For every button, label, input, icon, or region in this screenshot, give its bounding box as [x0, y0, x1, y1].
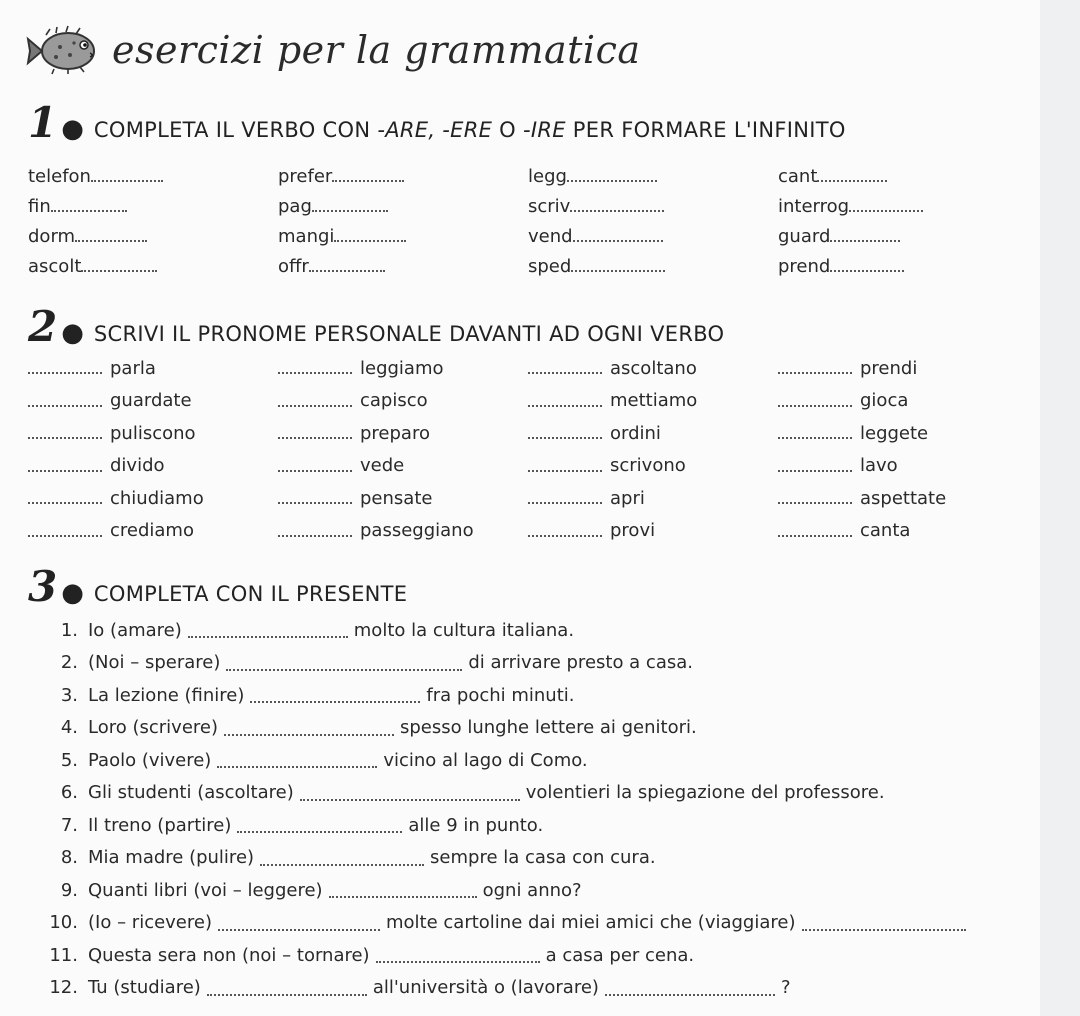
blank-line[interactable] [570, 194, 664, 212]
item-prompt: La lezione (finire) [88, 684, 245, 706]
verb-stem-item [528, 194, 778, 217]
verb-form: parla [110, 357, 156, 379]
item-number: 6. [60, 782, 78, 804]
verb-form: capisco [360, 390, 428, 412]
answer-blank[interactable] [237, 817, 402, 833]
item-number: 11. [49, 944, 78, 966]
blank-line[interactable] [817, 164, 887, 182]
verb-stem: fin [28, 195, 51, 217]
verb-stem: vend [528, 225, 573, 247]
verb-form: ordini [610, 422, 661, 444]
pronoun-item [528, 520, 778, 541]
blank-line[interactable] [91, 164, 163, 182]
item-number: 2. [60, 652, 78, 674]
blank-line[interactable] [778, 525, 852, 537]
item-number: 12. [49, 977, 78, 999]
item-continuation: vicino al lago di Como. [383, 749, 588, 771]
verb-form: mettiamo [610, 390, 698, 412]
verb-form: pensate [360, 487, 433, 509]
answer-blank[interactable] [224, 720, 394, 736]
blank-line[interactable] [28, 395, 102, 407]
blank-line[interactable] [778, 492, 852, 504]
section-bullet: ● [61, 578, 84, 608]
exercise-item [30, 744, 1030, 777]
exercise-item [30, 809, 1030, 842]
pronoun-item [778, 423, 1028, 444]
item-continuation: molte cartoline dai miei amici che (viaggiare) [386, 912, 796, 934]
blank-line[interactable] [528, 460, 602, 472]
section-bullet: ● [61, 114, 84, 144]
pronoun-item [528, 358, 778, 379]
verb-form: vede [360, 455, 405, 477]
item-continuation: spesso lunghe lettere ai genitori. [400, 717, 697, 739]
verb-stem-item [28, 224, 278, 247]
verb-stem-item [278, 254, 528, 277]
pronoun-row [28, 417, 1028, 450]
pronoun-item [528, 455, 778, 476]
verb-stem: mangi [278, 225, 335, 247]
exercise-item [30, 647, 1030, 680]
verb-form: preparo [360, 422, 430, 444]
blank-line[interactable] [528, 362, 602, 374]
verb-row [28, 160, 1028, 190]
section-3-heading [28, 562, 408, 611]
verb-form: guardate [110, 390, 192, 412]
pronoun-item [28, 488, 278, 509]
pronoun-item [278, 455, 528, 476]
exercise-item [30, 972, 1030, 1005]
pronoun-item [528, 390, 778, 411]
verb-form: canta [860, 520, 911, 542]
item-number: 7. [60, 814, 78, 836]
verb-form: ascoltano [610, 357, 697, 379]
item-number: 8. [60, 847, 78, 869]
pronoun-row [28, 450, 1028, 483]
verb-form: prendi [860, 357, 918, 379]
verb-stem: pag [278, 195, 312, 217]
verb-stem: legg [528, 165, 567, 187]
verb-form: crediamo [110, 520, 194, 542]
answer-blank[interactable] [376, 947, 540, 963]
item-prompt: Loro (scrivere) [88, 717, 218, 739]
item-number: 1. [60, 619, 78, 641]
section-number: 2 [28, 302, 58, 351]
pronoun-item [28, 423, 278, 444]
answer-blank[interactable] [250, 687, 420, 703]
pronoun-item [278, 390, 528, 411]
item-prompt: Gli studenti (ascoltare) [88, 782, 294, 804]
pronoun-row [28, 515, 1028, 548]
blank-line[interactable] [573, 224, 663, 242]
item-continuation: sempre la casa con cura. [430, 847, 656, 869]
exercise-item [30, 874, 1030, 907]
item-continuation: volentieri la spiegazione del professore. [525, 782, 885, 804]
verb-stem-item [778, 194, 1028, 217]
blank-line[interactable] [28, 362, 102, 374]
verb-stem: prend [778, 255, 831, 277]
exercise-item [30, 614, 1030, 647]
blank-line[interactable] [849, 194, 923, 212]
pronoun-row [28, 385, 1028, 418]
blank-line[interactable] [28, 427, 102, 439]
blank-line[interactable] [528, 427, 602, 439]
worksheet-header [24, 22, 641, 78]
section-number: 3 [28, 562, 58, 611]
item-prompt: (Noi – sperare) [88, 652, 221, 674]
exercise-item [30, 907, 1030, 940]
verb-stem-item [778, 224, 1028, 247]
blank-line[interactable] [278, 492, 352, 504]
blank-line[interactable] [334, 224, 406, 242]
verb-form: chiudiamo [110, 487, 204, 509]
blank-line[interactable] [778, 460, 852, 472]
pronoun-row [28, 482, 1028, 515]
exercise-item [30, 939, 1030, 972]
verb-stem-item [528, 164, 778, 187]
section-number: 1 [28, 98, 58, 147]
answer-blank[interactable] [207, 980, 367, 996]
right-margin-panel [1040, 0, 1080, 1016]
verb-form: gioca [860, 390, 909, 412]
verb-form: lavo [860, 455, 898, 477]
item-prompt: Paolo (vivere) [88, 749, 212, 771]
exercise-item [30, 712, 1030, 745]
item-end-mark: ? [780, 977, 791, 999]
item-prompt: Mia madre (pulire) [88, 847, 255, 869]
section-bullet: ● [61, 318, 84, 348]
blank-line[interactable] [278, 395, 352, 407]
item-prompt: Tu (studiare) [88, 977, 201, 999]
blank-line[interactable] [571, 254, 665, 272]
item-prompt: Quanti libri (voi – leggere) [88, 879, 323, 901]
blank-line[interactable] [278, 362, 352, 374]
verb-stem: telefon [28, 165, 91, 187]
section-title: COMPLETA CON IL PRESENTE [93, 582, 408, 606]
answer-blank[interactable] [300, 785, 520, 801]
item-number: 4. [60, 717, 78, 739]
item-prompt: Il treno (partire) [88, 814, 232, 836]
verb-form: divido [110, 455, 165, 477]
section-title: SCRIVI IL PRONOME PERSONALE DAVANTI AD OGNI VERBO [93, 322, 725, 346]
pronoun-grid [28, 352, 1028, 547]
pronoun-item [778, 488, 1028, 509]
blank-line[interactable] [278, 525, 352, 537]
blank-line[interactable] [528, 492, 602, 504]
blank-line[interactable] [75, 224, 147, 242]
item-prompt: (Io – ricevere) [88, 912, 212, 934]
blank-line[interactable] [309, 254, 385, 272]
blank-line[interactable] [278, 460, 352, 472]
section-2-heading [28, 302, 725, 351]
answer-blank[interactable] [260, 850, 424, 866]
verb-form: leggiamo [360, 357, 444, 379]
verb-stem-item [778, 254, 1028, 277]
answer-blank[interactable] [329, 882, 477, 898]
item-continuation: fra pochi minuti. [426, 684, 575, 706]
pronoun-item [28, 520, 278, 541]
pronoun-row [28, 352, 1028, 385]
blank-line[interactable] [528, 395, 602, 407]
blank-line[interactable] [28, 460, 102, 472]
present-tense-list [30, 614, 1030, 1004]
pronoun-item [278, 488, 528, 509]
verb-stem: offr [278, 255, 309, 277]
pronoun-item [778, 358, 1028, 379]
item-continuation: a casa per cena. [545, 944, 695, 966]
blank-line[interactable] [778, 362, 852, 374]
verb-stem-item [28, 194, 278, 217]
answer-blank[interactable] [605, 980, 775, 996]
blank-line[interactable] [528, 525, 602, 537]
item-number: 3. [60, 684, 78, 706]
blank-line[interactable] [778, 395, 852, 407]
pronoun-item [28, 390, 278, 411]
item-continuation: molto la cultura italiana. [353, 619, 575, 641]
blank-line[interactable] [332, 164, 404, 182]
pronoun-item [28, 358, 278, 379]
answer-blank[interactable] [226, 655, 462, 671]
verb-row [28, 220, 1028, 250]
blank-line[interactable] [778, 427, 852, 439]
verb-form: apri [610, 487, 645, 509]
verb-stem: scriv [528, 195, 571, 217]
verb-ending-grid [28, 160, 1028, 280]
item-number: 5. [60, 749, 78, 771]
page-title: esercizi per la grammatica [112, 28, 641, 72]
verb-stem-item [528, 224, 778, 247]
verb-stem-item [28, 254, 278, 277]
verb-stem: sped [528, 255, 572, 277]
verb-form: aspettate [860, 487, 947, 509]
pronoun-item [278, 423, 528, 444]
answer-blank[interactable] [217, 752, 377, 768]
exercise-item [30, 679, 1030, 712]
blank-line[interactable] [830, 254, 904, 272]
verb-form: puliscono [110, 422, 196, 444]
verb-stem: ascolt [28, 255, 82, 277]
pufferfish-icon [24, 25, 104, 75]
verb-stem-item [778, 164, 1028, 187]
verb-row [28, 190, 1028, 220]
verb-form: scrivono [610, 455, 686, 477]
verb-stem: dorm [28, 225, 76, 247]
item-prompt: Questa sera non (noi – tornare) [88, 944, 370, 966]
answer-blank[interactable] [802, 915, 966, 931]
item-number: 10. [49, 912, 78, 934]
answer-blank[interactable] [188, 622, 348, 638]
exercise-item [30, 842, 1030, 875]
pronoun-item [528, 423, 778, 444]
exercise-item [30, 777, 1030, 810]
verb-stem-item [28, 164, 278, 187]
item-prompt: Io (amare) [88, 619, 182, 641]
item-continuation: ogni anno? [482, 879, 582, 901]
blank-line[interactable] [81, 254, 157, 272]
section-title: COMPLETA IL VERBO CON -ARE, -ERE O -IRE PER FORMARE L'INFINITO [93, 118, 846, 142]
verb-form: passeggiano [360, 520, 474, 542]
verb-stem-item [528, 254, 778, 277]
section-1-heading [28, 98, 846, 147]
verb-stem: cant [778, 165, 818, 187]
verb-stem: interrog [778, 195, 850, 217]
pronoun-item [778, 520, 1028, 541]
blank-line[interactable] [28, 525, 102, 537]
pronoun-item [278, 358, 528, 379]
item-number: 9. [60, 879, 78, 901]
blank-line[interactable] [312, 194, 388, 212]
pronoun-item [778, 390, 1028, 411]
item-continuation: di arrivare presto a casa. [468, 652, 693, 674]
blank-line[interactable] [567, 164, 657, 182]
pronoun-item [278, 520, 528, 541]
verb-form: provi [610, 520, 656, 542]
verb-stem: guard [778, 225, 831, 247]
item-continuation: alle 9 in punto. [408, 814, 544, 836]
verb-stem-item [278, 224, 528, 247]
blank-line[interactable] [28, 492, 102, 504]
pronoun-item [28, 455, 278, 476]
item-continuation: all'università o (lavorare) [372, 977, 599, 999]
pronoun-item [778, 455, 1028, 476]
blank-line[interactable] [51, 194, 127, 212]
blank-line[interactable] [830, 224, 900, 242]
verb-stem: prefer [278, 165, 333, 187]
pronoun-item [528, 488, 778, 509]
verb-stem-item [278, 164, 528, 187]
verb-form: leggete [860, 422, 929, 444]
answer-blank[interactable] [218, 915, 380, 931]
blank-line[interactable] [278, 427, 352, 439]
verb-row [28, 250, 1028, 280]
verb-stem-item [278, 194, 528, 217]
